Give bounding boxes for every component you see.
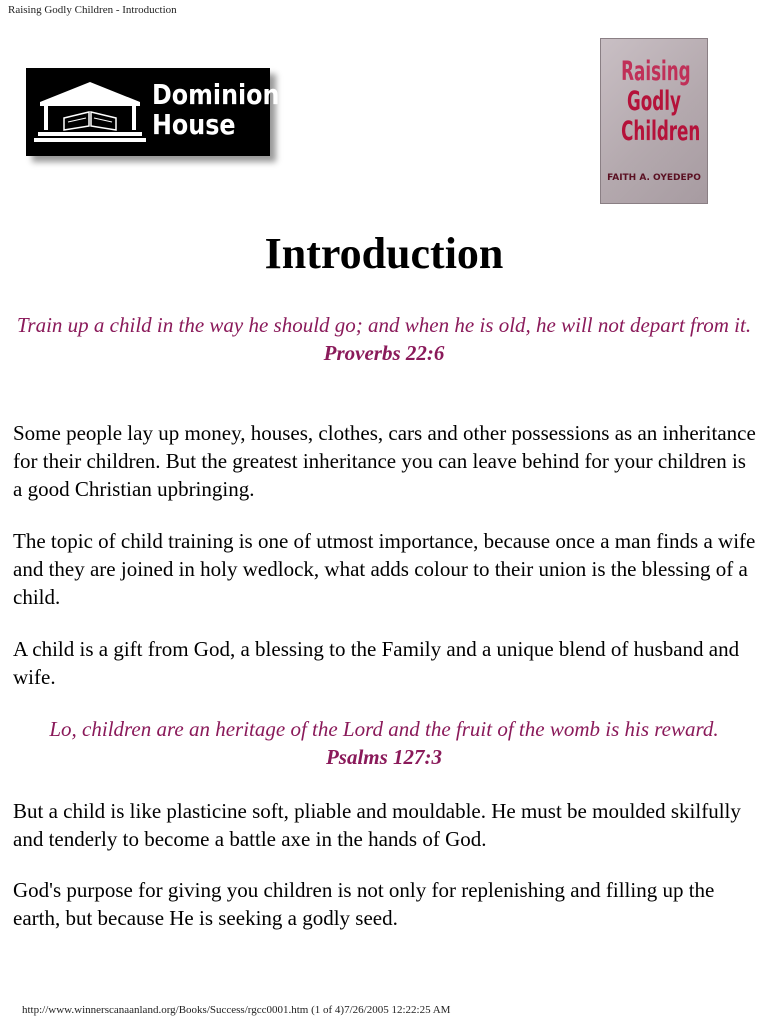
quote-2-reference: Psalms 127:3 xyxy=(325,745,443,769)
page-heading: Introduction xyxy=(264,229,504,278)
quote-2-verse: Lo, children are an heritage of the Lord and the fruit of the womb is his reward. xyxy=(49,717,719,741)
paragraph-4: But a child is like plasticine soft, pliable and mouldable. He must be moulded skilfully and tenderly to become a battle axe in the hands of God. xyxy=(13,799,741,851)
paragraph-5: God's purpose for giving you children is not only for replenishing and filling up the earth, but because He is seeking a godly seed. xyxy=(13,878,715,930)
footer-url: http://www.winnerscanaanland.org/Books/Success/rgcc0001.htm (1 of 4)7/26/2005 12:22:25 AM xyxy=(22,1004,451,1016)
book-cover-title xyxy=(601,57,707,147)
book-cover-image xyxy=(600,38,708,204)
logo-text xyxy=(152,80,279,140)
quote-1-verse: Train up a child in the way he should go; and when he is old, he will not depart from it. xyxy=(16,313,752,337)
dominion-house-logo xyxy=(26,68,280,156)
book-title-line-3: Children xyxy=(621,116,701,147)
paragraph-2: The topic of child training is one of utmost importance, because once a man finds a wife and they are joined in holy wedlock, what adds colour to their union is the blessing of a child. xyxy=(13,529,756,609)
document-title: Raising Godly Children - Introduction xyxy=(8,4,177,16)
paragraph-3: A child is a gift from God, a blessing to the Family and a unique blend of husband and wife. xyxy=(13,637,740,689)
scripture-quote-2 xyxy=(12,715,756,771)
book-cover-author: FAITH A. OYEDEPO xyxy=(607,173,701,183)
quote-1-reference: Proverbs 22:6 xyxy=(323,341,445,365)
scripture-quote-1 xyxy=(12,311,756,367)
logo-line-2: House xyxy=(152,108,236,141)
logo-line-1: Dominion xyxy=(152,78,280,111)
book-title-line-1: Raising xyxy=(621,56,691,87)
book-title-line-2: Godly xyxy=(627,86,681,117)
house-icon xyxy=(34,76,146,148)
paragraph-1: Some people lay up money, houses, clothes, cars and other possessions as an inheritance for their children. But the greatest inheritance you can leave behind for your children is a good Christian upbringing. xyxy=(13,421,756,501)
